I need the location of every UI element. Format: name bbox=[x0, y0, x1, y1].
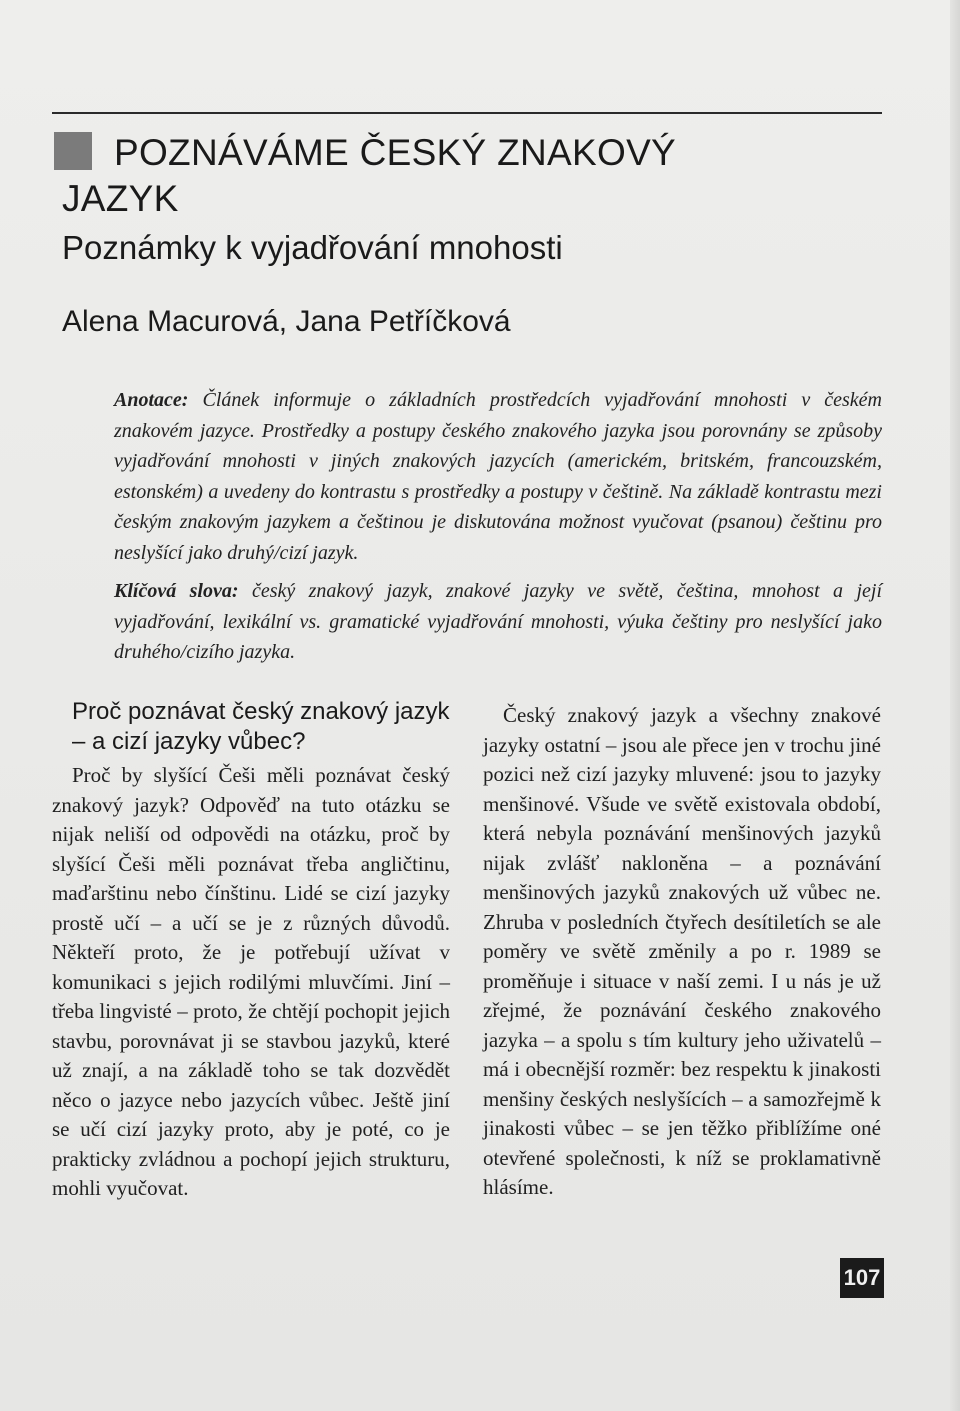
article-subtitle: Poznámky k vyjadřování mnohosti bbox=[62, 229, 563, 266]
right-column bbox=[483, 701, 881, 1203]
page-number: 107 bbox=[840, 1258, 884, 1298]
keywords bbox=[114, 576, 882, 668]
abstract-label: Anotace: bbox=[114, 389, 189, 411]
page-edge-shadow bbox=[950, 0, 960, 1411]
keywords-text: český znakový jazyk, znakové jazyky ve světě, čeština, mnohost a její vyjadřování, lexikální vs. gramatické vyjadřování mnohosti, výuka češtiny pro neslyšící jako druhého/cizího jazyka. bbox=[114, 580, 883, 663]
section-heading: Proč poznávat český znakový jazyk – a cizí jazyky vůbec? bbox=[72, 698, 450, 755]
article-authors: Alena Macurová, Jana Petříčková bbox=[62, 305, 511, 338]
abstract bbox=[114, 385, 882, 568]
article-title bbox=[62, 130, 842, 222]
abstract-text: Článek informuje o základních prostředcích vyjadřování mnohosti v českém znakovém jazyce. Prostředky a postupy českého znakového jazyka jsou porovnány se způsoby vyjadřování mnohosti v jiných znakových jazycích (americkém, britském, francouzském, estonském) a uvedeny do kontrastu s prostředky a postupy v češtině. Na základě kontrastu mezi českým znakovým jazykem a češtinou je diskutována možnost vyučovat (psanou) češtinu pro neslyšící jako druhý/cizí jazyk. bbox=[114, 389, 883, 564]
section-marker-square bbox=[54, 132, 92, 170]
title-line-2: JAZYK bbox=[62, 178, 179, 219]
right-paragraph: Český znakový jazyk a všechny znakové jazyky ostatní – jsou ale přece jen v trochu jiné pozici než cizí jazyky mluvené: jsou to jazyky menšinové. Všude ve světě existovala období, která nebyla poznávání menšinových jazyků nijak zvlášť nakloněna – a poznávání menšinových jazyků znakových už vůbec ne. Zhruba v posledních čtyřech desítiletích se ale poměry ve světě změnily a po r. 1989 se proměňuje i situace v naší zemi. I u nás je už zřejmé, že poznávání českého znakového jazyka – a spolu s tím kultury jeho uživatelů – má i obecnější rozměr: bez respektu k jinakosti menšiny českých neslyšících – a samozřejmě k jinakosti vůbec – se jen těžko přiblížíme oné otevřené společnosti, k níž se proklamativně hlásíme. bbox=[483, 703, 881, 1199]
left-paragraph: Proč by slyšící Češi měli poznávat český znakový jazyk? Odpověď na tuto otázku se nijak neliší od odpovědi na otázku, proč by slyšící Češi měli poznávat třeba angličtinu, maďarštinu nebo čínštinu. Lidé se cizí jazyky prostě učí – a učí se je z různých důvodů. Někteří proto, že je potřebují užívat v komunikaci s jejich rodilými mluvčími. Jiní – třeba lingvisté – proto, že chtějí pochopit jejich stavbu, porovnávat ji se stavbou jazyků, které už znají, a na základě toho se tak dozvědět něco o jazyce nebo jazycích vůbec. Ještě jiní se učí cizí jazyky proto, aby je poté, co je prakticky zvládnou a pochopí jejich strukturu, mohli vyučovat. bbox=[52, 763, 450, 1200]
title-line-1: POZNÁVÁME ČESKÝ ZNAKOVÝ bbox=[114, 132, 677, 173]
abstract-block bbox=[114, 385, 882, 668]
header-rule bbox=[52, 112, 882, 114]
title-block bbox=[62, 130, 842, 340]
left-column bbox=[52, 697, 450, 1204]
keywords-label: Klíčová slova: bbox=[114, 580, 239, 602]
